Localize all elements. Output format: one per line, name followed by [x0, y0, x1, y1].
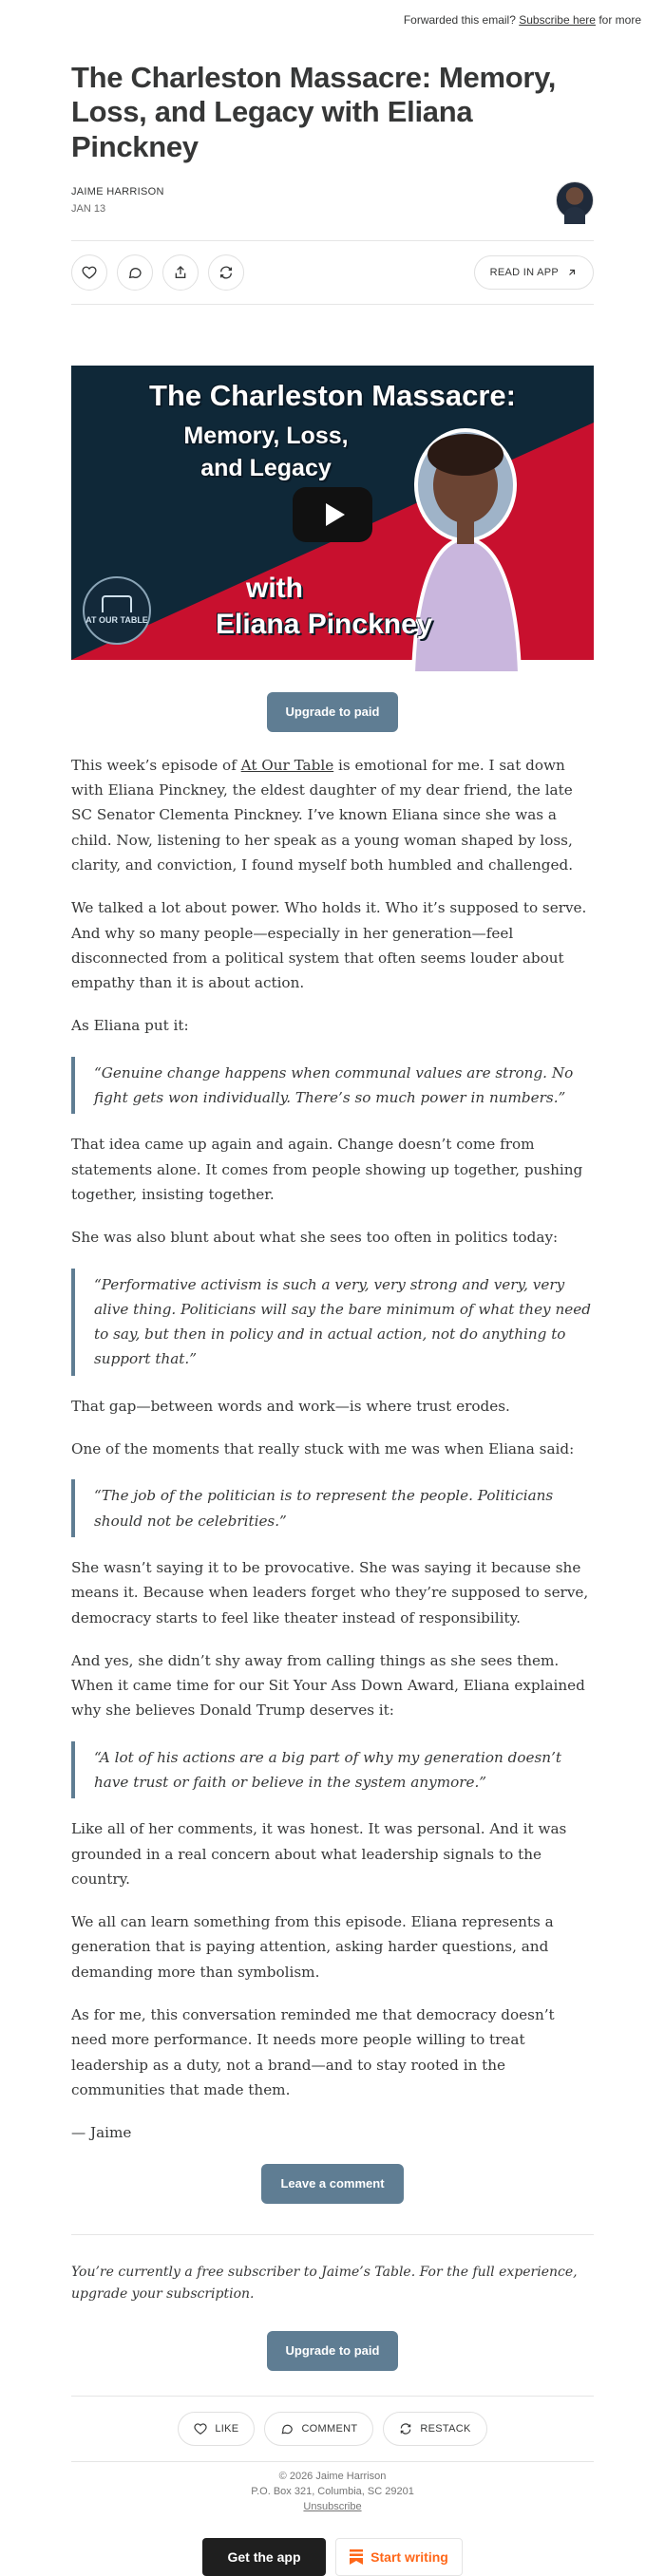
video-title-line2: Memory, Loss, [183, 422, 349, 449]
forwarded-banner [0, 0, 665, 38]
upgrade-button-top[interactable]: Upgrade to paid [267, 692, 399, 732]
post-body [71, 753, 594, 2146]
paragraph-7: One of the moments that really stuck with me was when Eliana said: [71, 1440, 575, 1458]
copyright: © 2026 Jaime Harrison [278, 2471, 387, 2483]
app-buttons [71, 2538, 594, 2576]
at-our-table-logo [83, 576, 151, 645]
author-name[interactable]: JAIME HARRISON [71, 185, 164, 197]
start-writing-label: Start writing [370, 2548, 448, 2565]
comment-button[interactable] [117, 254, 153, 291]
comment-icon [127, 265, 142, 280]
unsubscribe-link[interactable]: Unsubscribe [303, 2501, 362, 2513]
paragraph-2: We talked a lot about power. Who holds it. Who it’s supposed to serve. And why so many people—especially in her generation—feel disconnected from a political system that often seems louder about empathy than it is about action. [71, 899, 587, 992]
for-more-text: for more [598, 13, 641, 27]
paragraph-5: She was also blunt about what she sees too often in politics today: [71, 1229, 559, 1247]
read-in-app-button[interactable] [474, 255, 594, 290]
restack-label: RESTACK [420, 2423, 471, 2435]
paragraph-12: As for me, this conversation reminded me that democracy doesn’t need more performance. It needs more people willing to treat leadership as a duty, not a brand—and to stay rooted in the communities that made them. [71, 2006, 555, 2098]
heart-icon [82, 265, 97, 280]
quote-2-text: “Performative activism is such a very, very strong and very, very alive thing. Politicians will say the bare minimum of what they need to say, but then in policy and in actual action, not do anything to support that.” [94, 1275, 591, 1368]
paragraph-6: That gap—between words and work—is where trust erodes. [71, 1397, 510, 1415]
like-label: LIKE [215, 2423, 239, 2435]
restack-pill[interactable] [383, 2412, 486, 2446]
content-column [71, 61, 594, 2576]
like-button[interactable] [71, 254, 107, 291]
paragraph-11: We all can learn something from this episode. Eliana represents a generation that is paying attention, asking harder questions, and demanding more than symbolism. [71, 1913, 554, 1981]
video-embed[interactable] [71, 366, 594, 660]
video-title-line3: and Legacy [200, 454, 332, 481]
leave-comment-wrap [71, 2164, 594, 2204]
at-our-table-link[interactable]: At Our Table [240, 756, 334, 774]
subscriber-note: You’re currently a free subscriber to Jaime’s Table. For the full experience, upgrade your subscription. [71, 2264, 578, 2303]
video-guest-name: Eliana Pinckney [216, 608, 433, 640]
share-icon [173, 265, 188, 280]
table-icon [102, 595, 132, 612]
quote-2 [71, 1269, 594, 1376]
video-with-text: with [246, 572, 303, 604]
quote-3 [71, 1479, 594, 1537]
quote-1-text: “Genuine change happens when communal values are strong. No fight gets won individually. There’s so much power in numbers.” [94, 1063, 574, 1107]
paragraph-1-before: This week’s episode of [71, 756, 241, 774]
paragraph-3: As Eliana put it: [71, 1017, 189, 1035]
paragraph-9: And yes, she didn’t shy away from calling things as she sees them. When it came time for our Sit Your Ass Down Award, Eliana explained why she believes Donald Trump deserves it: [71, 1651, 585, 1720]
footer [71, 2470, 594, 2515]
quote-4-text: “A lot of his actions are a big part of why my generation doesn’t have trust or faith or believe in the system anymore.” [94, 1748, 562, 1791]
get-the-app-button[interactable]: Get the app [202, 2538, 326, 2576]
divider-3 [71, 2461, 594, 2462]
leave-comment-button[interactable]: Leave a comment [261, 2164, 403, 2204]
signoff: — Jaime [71, 2124, 132, 2142]
divider-1 [71, 2234, 594, 2235]
play-button[interactable] [293, 487, 372, 542]
paragraph-10: Like all of her comments, it was honest. It was personal. And it was grounded in a real concern about what leadership signals to the country. [71, 1820, 567, 1888]
restack-icon [218, 265, 234, 280]
subscribe-link[interactable]: Subscribe here [519, 13, 596, 27]
logo-text: AT OUR TABLE [86, 615, 148, 626]
comment-icon [280, 2422, 294, 2435]
byline [71, 181, 594, 219]
quote-4 [71, 1741, 594, 1799]
heart-icon [194, 2422, 207, 2435]
substack-icon [350, 2549, 363, 2565]
comment-label: COMMENT [301, 2423, 358, 2435]
comment-pill[interactable] [264, 2412, 373, 2446]
paragraph-8: She wasn’t saying it to be provocative. She was saying it because she means it. Because when leaders forget who they’re supposed to serve, democracy starts to feel like theater instead of responsibility. [71, 1558, 589, 1626]
paragraph-1-after: is emotional for me. I sat down with Eliana Pinckney, the eldest daughter of my dear friend, the late SC Senator Clementa Pinckney. I’ve known Eliana since she was a child. Now, listening to her speak as a young woman shaped by loss, clarity, and conviction, I found myself both humbled and challenged. [71, 756, 574, 874]
post-actions-bar [71, 240, 594, 305]
paragraph-4: That idea came up again and again. Change doesn’t come from statements alone. It comes from people showing up together, pushing together, insisting together. [71, 1136, 583, 1203]
paragraph-1 [71, 753, 594, 877]
divider-2 [71, 2396, 594, 2397]
video-title-line1: The Charleston Massacre: [149, 378, 516, 412]
upgrade-button-bottom[interactable]: Upgrade to paid [267, 2331, 399, 2371]
post-title[interactable]: The Charleston Massacre: Memory, Loss, and Legacy with Eliana Pinckney [71, 61, 557, 163]
author-avatar[interactable] [556, 181, 594, 219]
quote-3-text: “The job of the politician is to represent the people. Politicians should not be celebrities.” [94, 1487, 554, 1530]
arrow-up-right-icon [566, 267, 578, 278]
forwarded-text: Forwarded this email? [403, 13, 516, 27]
restack-button[interactable] [208, 254, 244, 291]
quote-1 [71, 1057, 594, 1115]
start-writing-button[interactable] [335, 2538, 463, 2576]
mailing-address: P.O. Box 321, Columbia, SC 29201 [251, 2486, 414, 2498]
upgrade-wrap-top [71, 692, 594, 732]
bottom-actions-bar [71, 2412, 594, 2446]
read-in-app-label: READ IN APP [489, 266, 559, 278]
restack-icon [399, 2422, 412, 2435]
like-pill[interactable] [178, 2412, 255, 2446]
upgrade-wrap-bottom [71, 2331, 594, 2371]
share-button[interactable] [162, 254, 199, 291]
post-date: JAN 13 [71, 202, 106, 215]
